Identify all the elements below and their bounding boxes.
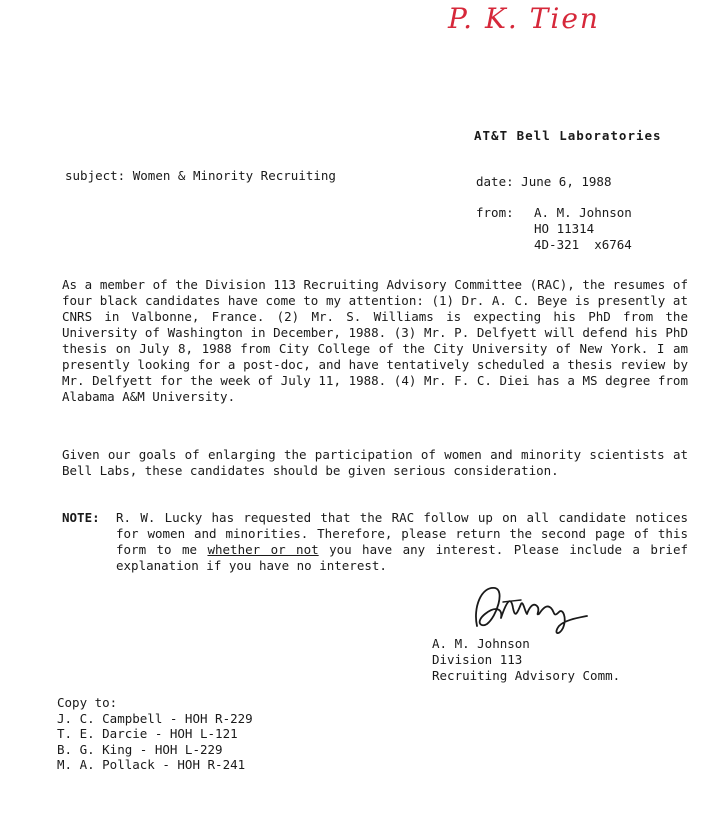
date-value: June 6, 1988	[521, 174, 612, 189]
copy-to-block	[57, 695, 253, 773]
date-line	[476, 174, 611, 190]
subject-label: subject:	[65, 168, 126, 183]
body-paragraph-2	[62, 447, 688, 479]
note-body	[116, 510, 688, 574]
from-name: A. M. Johnson	[534, 205, 632, 220]
signature-block	[432, 636, 620, 684]
handwritten-name-annotation: P. K. Tien	[448, 2, 600, 35]
note-text	[116, 510, 688, 574]
date-label: date:	[476, 174, 514, 189]
note-label: NOTE:	[62, 510, 100, 525]
body-paragraph-1	[62, 277, 688, 405]
copy-to-recipient: M. A. Pollack - HOH R-241	[57, 757, 246, 772]
copy-to-label: Copy to:	[57, 695, 118, 710]
signature-committee: Recruiting Advisory Comm.	[432, 668, 621, 683]
copy-to-recipient: J. C. Campbell - HOH R-229	[57, 710, 253, 726]
copy-to-recipient: B. G. King - HOH L-229	[57, 741, 223, 757]
subject-line	[65, 168, 336, 184]
note-text-after: you have any interest. Please include a brief explanation if you have no interest.	[116, 542, 688, 573]
from-label: from:	[476, 205, 514, 220]
from-location: HO 11314	[534, 221, 595, 236]
from-room-ext: 4D-321 x6764	[534, 237, 632, 252]
from-block	[534, 205, 632, 253]
note-underlined-text: whether or not	[207, 542, 319, 557]
note-text-before: R. W. Lucky has requested that the RAC follow up on all candidate notices for women and minorities. Therefore, please return the second page of this form to me	[116, 510, 688, 557]
paragraph-2-text: Given our goals of enlarging the participation of women and minority scientists at Bell Labs, these candidates should be given serious consideration.	[62, 447, 688, 478]
handwritten-signature	[455, 578, 595, 640]
signature-division: Division 113	[432, 652, 523, 667]
subject-text: Women & Minority Recruiting	[132, 168, 336, 183]
signature-name: A. M. Johnson	[432, 636, 530, 651]
copy-to-recipient: T. E. Darcie - HOH L-121	[57, 726, 238, 741]
paragraph-1-text: As a member of the Division 113 Recruiting Advisory Committee (RAC), the resumes of four black candidates have come to my attention: (1) Dr. A. C. Beye is presently at CNRS in Valbonne, France. (2) Mr. S. Williams is expecting his PhD from the University of Washington in December, 1988. (3) Mr. P. Delfyett will defend his PhD thesis on July 8, 1988 from City College of the City University of New York. I am presently looking for a post-doc, and have tentatively scheduled a thesis review by Mr. Delfyett for the week of July 11, 1988. (4) Mr. F. C. Diei has a MS degree from Alabama A&M University.	[62, 277, 688, 404]
company-name: AT&T Bell Laboratories	[474, 128, 662, 143]
